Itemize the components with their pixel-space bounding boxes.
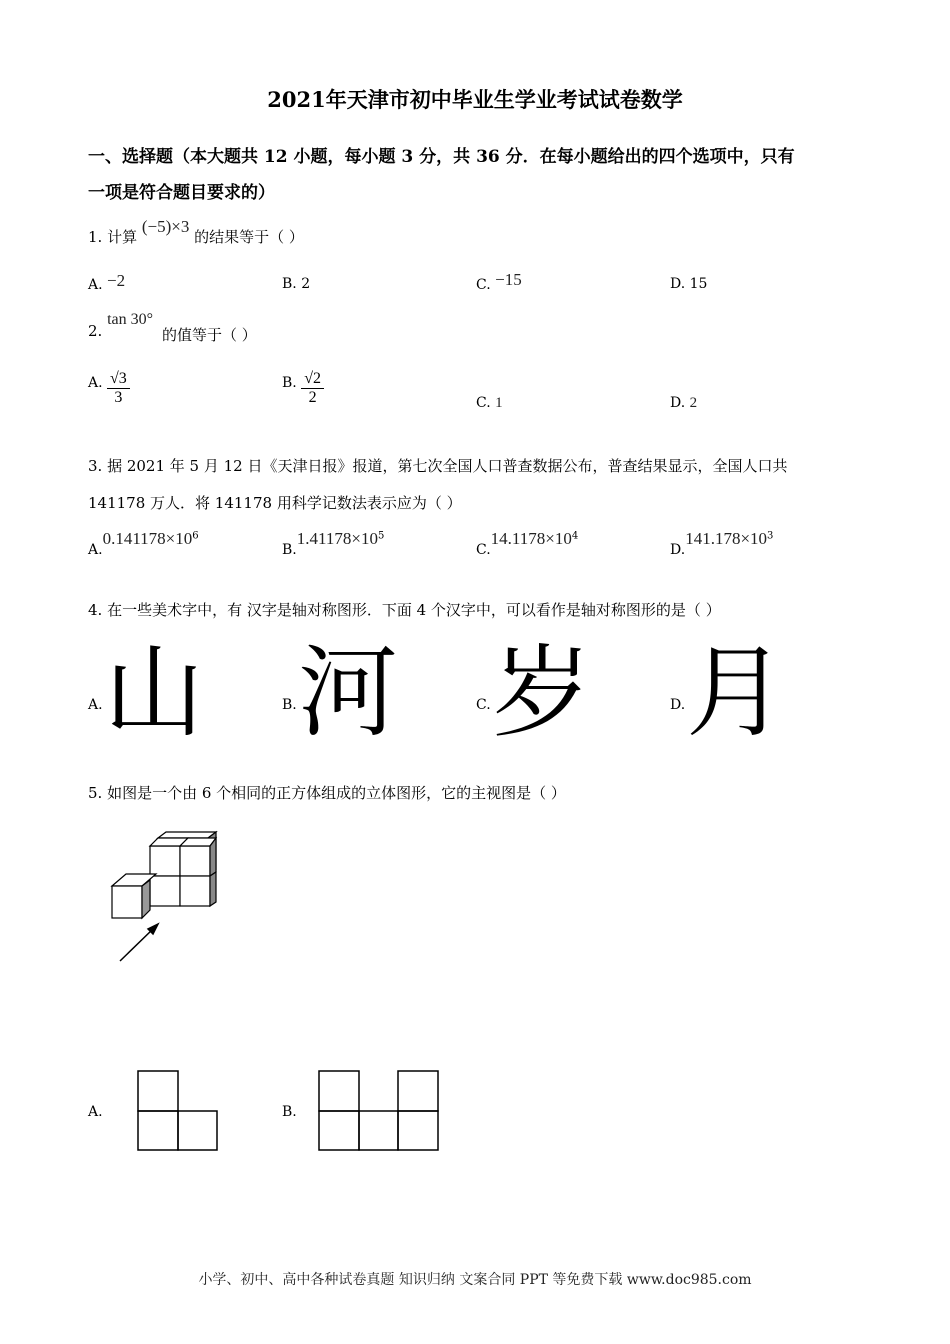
q4-option-b-label: B.: [282, 697, 297, 713]
option-value: 15: [689, 276, 708, 292]
question-2-suffix: 的值等于（ ）: [162, 326, 257, 344]
question-5: 5. 如图是一个由 6 个相同的正方体组成的立体图形，它的主视图是（ ）: [88, 784, 566, 802]
q2-option-a[interactable]: [88, 370, 130, 407]
q1-option-c[interactable]: [476, 270, 522, 294]
q4-option-d-label: D.: [670, 697, 686, 713]
question-1: [88, 217, 304, 247]
option-label: B.: [282, 374, 297, 391]
q1-option-d[interactable]: [670, 276, 707, 292]
question-4: 4. 在一些美术字中，有 汉字是轴对称图形．下面 4 个汉字中，可以看作是轴对称图形的是（ ）: [88, 601, 721, 619]
q2-option-d[interactable]: [670, 395, 697, 412]
option-label: A.: [88, 277, 103, 293]
q4-option-b-char[interactable]: 河: [298, 634, 398, 751]
option-label: C.: [476, 277, 491, 293]
section-heading-line1: 一、选择题（本大题共 12 小题，每小题 3 分，共 36 分．在每小题给出的四个选项中，只有: [88, 147, 795, 167]
option-value: 2: [689, 395, 698, 411]
option-label: C.: [476, 395, 491, 411]
q4-option-c-char[interactable]: 岁: [492, 634, 592, 751]
q5-option-b-figure[interactable]: [318, 1070, 440, 1152]
option-value: 2: [301, 276, 311, 292]
option-exponent: 6: [192, 530, 199, 542]
fraction-denominator: 2: [308, 389, 317, 406]
option-value: −2: [107, 271, 126, 290]
q5-option-a-label: A.: [88, 1104, 103, 1120]
cube-solid-figure: [100, 830, 230, 970]
q4-option-a-label: A.: [88, 697, 103, 713]
option-exponent: 3: [767, 530, 774, 542]
option-label: D.: [670, 395, 686, 411]
page-footer: 小学、初中、高中各种试卷真题 知识归纳 文案合同 PPT 等免费下载 www.doc985.com: [198, 1272, 752, 1288]
q3-option-b[interactable]: [282, 529, 385, 558]
q1-option-b[interactable]: [282, 276, 310, 292]
option-mantissa: 0.141178×10: [102, 529, 193, 548]
option-label: B.: [282, 542, 297, 558]
option-value: 1: [495, 395, 503, 411]
option-label: B.: [282, 276, 297, 292]
option-label: D.: [670, 542, 686, 558]
option-mantissa: 141.178×10: [685, 529, 768, 548]
q5-option-b-label: B.: [282, 1104, 297, 1120]
option-mantissa: 14.1178×10: [490, 529, 572, 548]
question-2-expr: tan 30°: [107, 311, 154, 328]
q3-option-c[interactable]: [476, 529, 579, 558]
section-heading-line2: 一项是符合题目要求的）: [88, 183, 275, 203]
question-1-suffix: 的结果等于（ ）: [194, 228, 304, 246]
option-label: C.: [476, 542, 491, 558]
option-value: −15: [495, 270, 522, 289]
q3-option-a[interactable]: [88, 529, 199, 558]
question-3-line2: 141178 万人．将 141178 用科学记数法表示应为（ ）: [88, 494, 462, 512]
q2-option-b[interactable]: [282, 370, 324, 407]
option-label: A.: [88, 542, 103, 558]
option-label: D.: [670, 276, 686, 292]
q2-option-c[interactable]: [476, 395, 503, 412]
fraction-numerator: √2: [301, 370, 324, 389]
option-exponent: 4: [571, 530, 579, 542]
q5-option-a-figure[interactable]: [137, 1070, 219, 1152]
q4-option-d-char[interactable]: 月: [686, 634, 786, 751]
option-label: A.: [88, 374, 103, 391]
option-exponent: 5: [377, 530, 385, 542]
question-2-prefix: 2.: [88, 322, 103, 340]
q4-option-c-label: C.: [476, 697, 491, 713]
q1-option-a[interactable]: [88, 271, 126, 294]
fraction-numerator: √3: [107, 370, 130, 389]
fraction-denominator: 3: [114, 389, 123, 406]
q3-option-d[interactable]: [670, 529, 774, 558]
fraction: [301, 370, 324, 407]
question-3-line1: 3. 据 2021 年 5 月 12 日《天津日报》报道，第七次全国人口普查数据公布，普查结果显示，全国人口共: [88, 457, 788, 475]
question-2: [88, 310, 154, 340]
question-1-prefix: 1. 计算: [88, 228, 138, 246]
page-title: 2021年天津市初中毕业生学业考试试卷数学: [267, 87, 683, 112]
option-mantissa: 1.41178×10: [296, 529, 378, 548]
fraction: [107, 370, 130, 407]
q4-option-a-char[interactable]: 山: [104, 634, 204, 751]
question-1-expr: (−5)×3: [141, 217, 190, 236]
